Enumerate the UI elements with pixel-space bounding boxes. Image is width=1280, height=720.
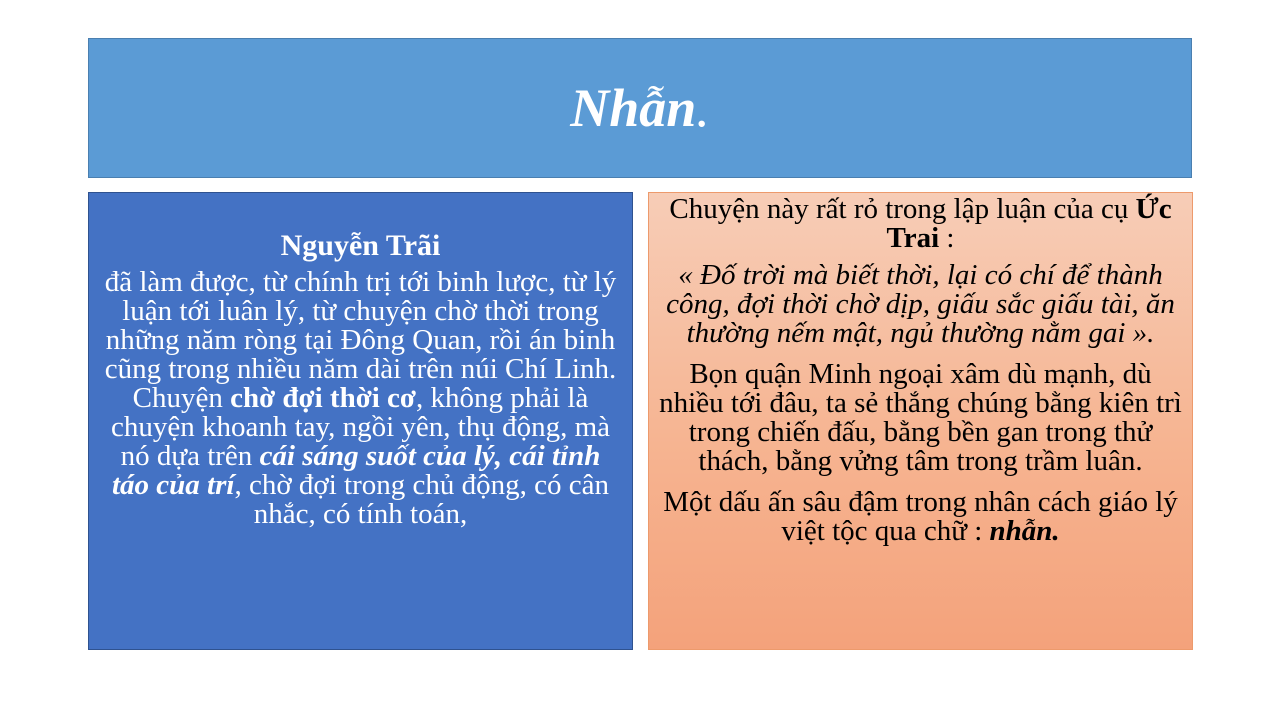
right-quote: « Đố trời mà biết thời, lại có chí để thành công, đợi thời chờ dịp, giấu sắc giấu tài, ăn thường nếm mật, ngủ thường nằm gai ». <box>666 259 1175 349</box>
right-text-box <box>648 192 1193 650</box>
left-text-box <box>88 192 633 650</box>
title-dot: . <box>696 78 710 138</box>
right-paragraph-3: Bọn quận Minh ngoại xâm dù mạnh, dù nhiều tới đâu, ta sẻ thắng chúng bằng kiên trì trong chiến đấu, bằng bền gan trong thử thách, bằng vửng tâm trong trầm luân. <box>659 358 1182 477</box>
right-paragraph-4 <box>659 488 1182 546</box>
right-p4-text: Một dấu ấn sâu đậm trong nhân cách giáo lý việt tộc qua chữ : <box>663 486 1178 547</box>
right-paragraph-1 <box>659 195 1182 253</box>
right-p4-bold-italic: nhẫn. <box>989 515 1060 547</box>
title-banner <box>88 38 1192 178</box>
left-text-1: đã làm được, từ chính trị tới binh lược, từ lý luận tới luân lý, từ chuyện chờ thời trong những năm ròng tại Đông Quan, rồi án binh cũng trong nhiều năm dài trên núi Chí Linh. Chuyện <box>104 266 617 414</box>
left-text-3: , chờ đợi trong chủ động, có cân nhắc, có tính toán, <box>234 469 610 530</box>
left-bold-italic-1: cái sáng suốt của lý, cái tỉnh táo của trí <box>111 440 601 501</box>
slide-title <box>570 77 710 139</box>
left-heading: Nguyễn Trãi <box>280 229 441 262</box>
right-p1-text-c: : <box>939 222 955 254</box>
right-p1-bold: Ức Trai <box>886 193 1172 254</box>
right-p1-text-a: Chuyện này rất rỏ trong lập luận của cụ <box>669 193 1136 225</box>
left-text-2: , không phải là chuyện khoanh tay, ngồi yên, thụ động, mà nó dựa trên <box>110 382 611 472</box>
title-text: Nhẫn <box>570 78 697 138</box>
left-bold-1: chờ đợi thời cơ <box>230 382 416 414</box>
